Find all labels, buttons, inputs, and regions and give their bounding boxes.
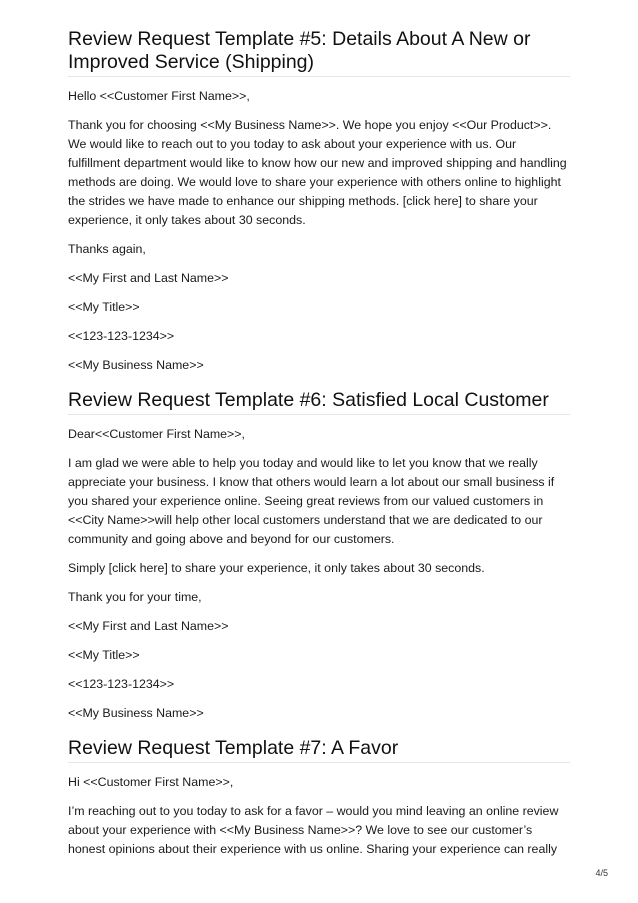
signature-phone: <<123-123-1234>> <box>68 677 175 691</box>
section-title: Review Request Template #7: A Favor <box>68 737 570 763</box>
signature-name: <<My First and Last Name>> <box>68 619 229 633</box>
document-page <box>68 28 570 859</box>
greeting-paragraph: Hello <<Customer First Name>>, <box>68 89 250 103</box>
section-template-5 <box>68 28 570 375</box>
page-number: 4/5 <box>595 868 608 878</box>
body-paragraph: I’m reaching out to you today to ask for a favor – would you mind leaving an online review about your experience with <<My Business Name>>? We love to see our customer’s honest opinions about their experience with us online. Sharing your experience can really <box>68 804 559 856</box>
closing-paragraph: Thanks again, <box>68 242 146 256</box>
call-to-action-paragraph: Simply [click here] to share your experience, it only takes about 30 seconds. <box>68 561 485 575</box>
section-title: Review Request Template #6: Satisfied Local Customer <box>68 389 570 415</box>
greeting-paragraph: Hi <<Customer First Name>>, <box>68 775 234 789</box>
section-title: Review Request Template #5: Details About A New or Improved Service (Shipping) <box>68 28 570 77</box>
section-template-6 <box>68 389 570 723</box>
body-paragraph: Thank you for choosing <<My Business Name>>. We hope you enjoy <<Our Product>>. We would like to reach out to you today to ask about your experience with us. Our fulfillment department would like to know how our new and improved shipping and handling methods are doing. We would love to share your experience with others online to highlight the strides we have made to enhance our shipping methods. [click here] to share your experience, it only takes about 30 seconds. <box>68 118 567 227</box>
signature-business: <<My Business Name>> <box>68 358 204 372</box>
signature-phone: <<123-123-1234>> <box>68 329 175 343</box>
body-paragraph: I am glad we were able to help you today and would like to let you know that we really appreciate your business. I know that others would learn a lot about our small business if you shared your experience online. Seeing great reviews from our valued customers in <<City Name>>will help other local customers understand that we are dedicated to our community and going above and beyond for our customers. <box>68 456 555 546</box>
section-template-7 <box>68 737 570 859</box>
signature-name: <<My First and Last Name>> <box>68 271 229 285</box>
signature-business: <<My Business Name>> <box>68 706 204 720</box>
signature-title: <<My Title>> <box>68 300 140 314</box>
greeting-paragraph: Dear<<Customer First Name>>, <box>68 427 245 441</box>
signature-title: <<My Title>> <box>68 648 140 662</box>
closing-paragraph: Thank you for your time, <box>68 590 202 604</box>
